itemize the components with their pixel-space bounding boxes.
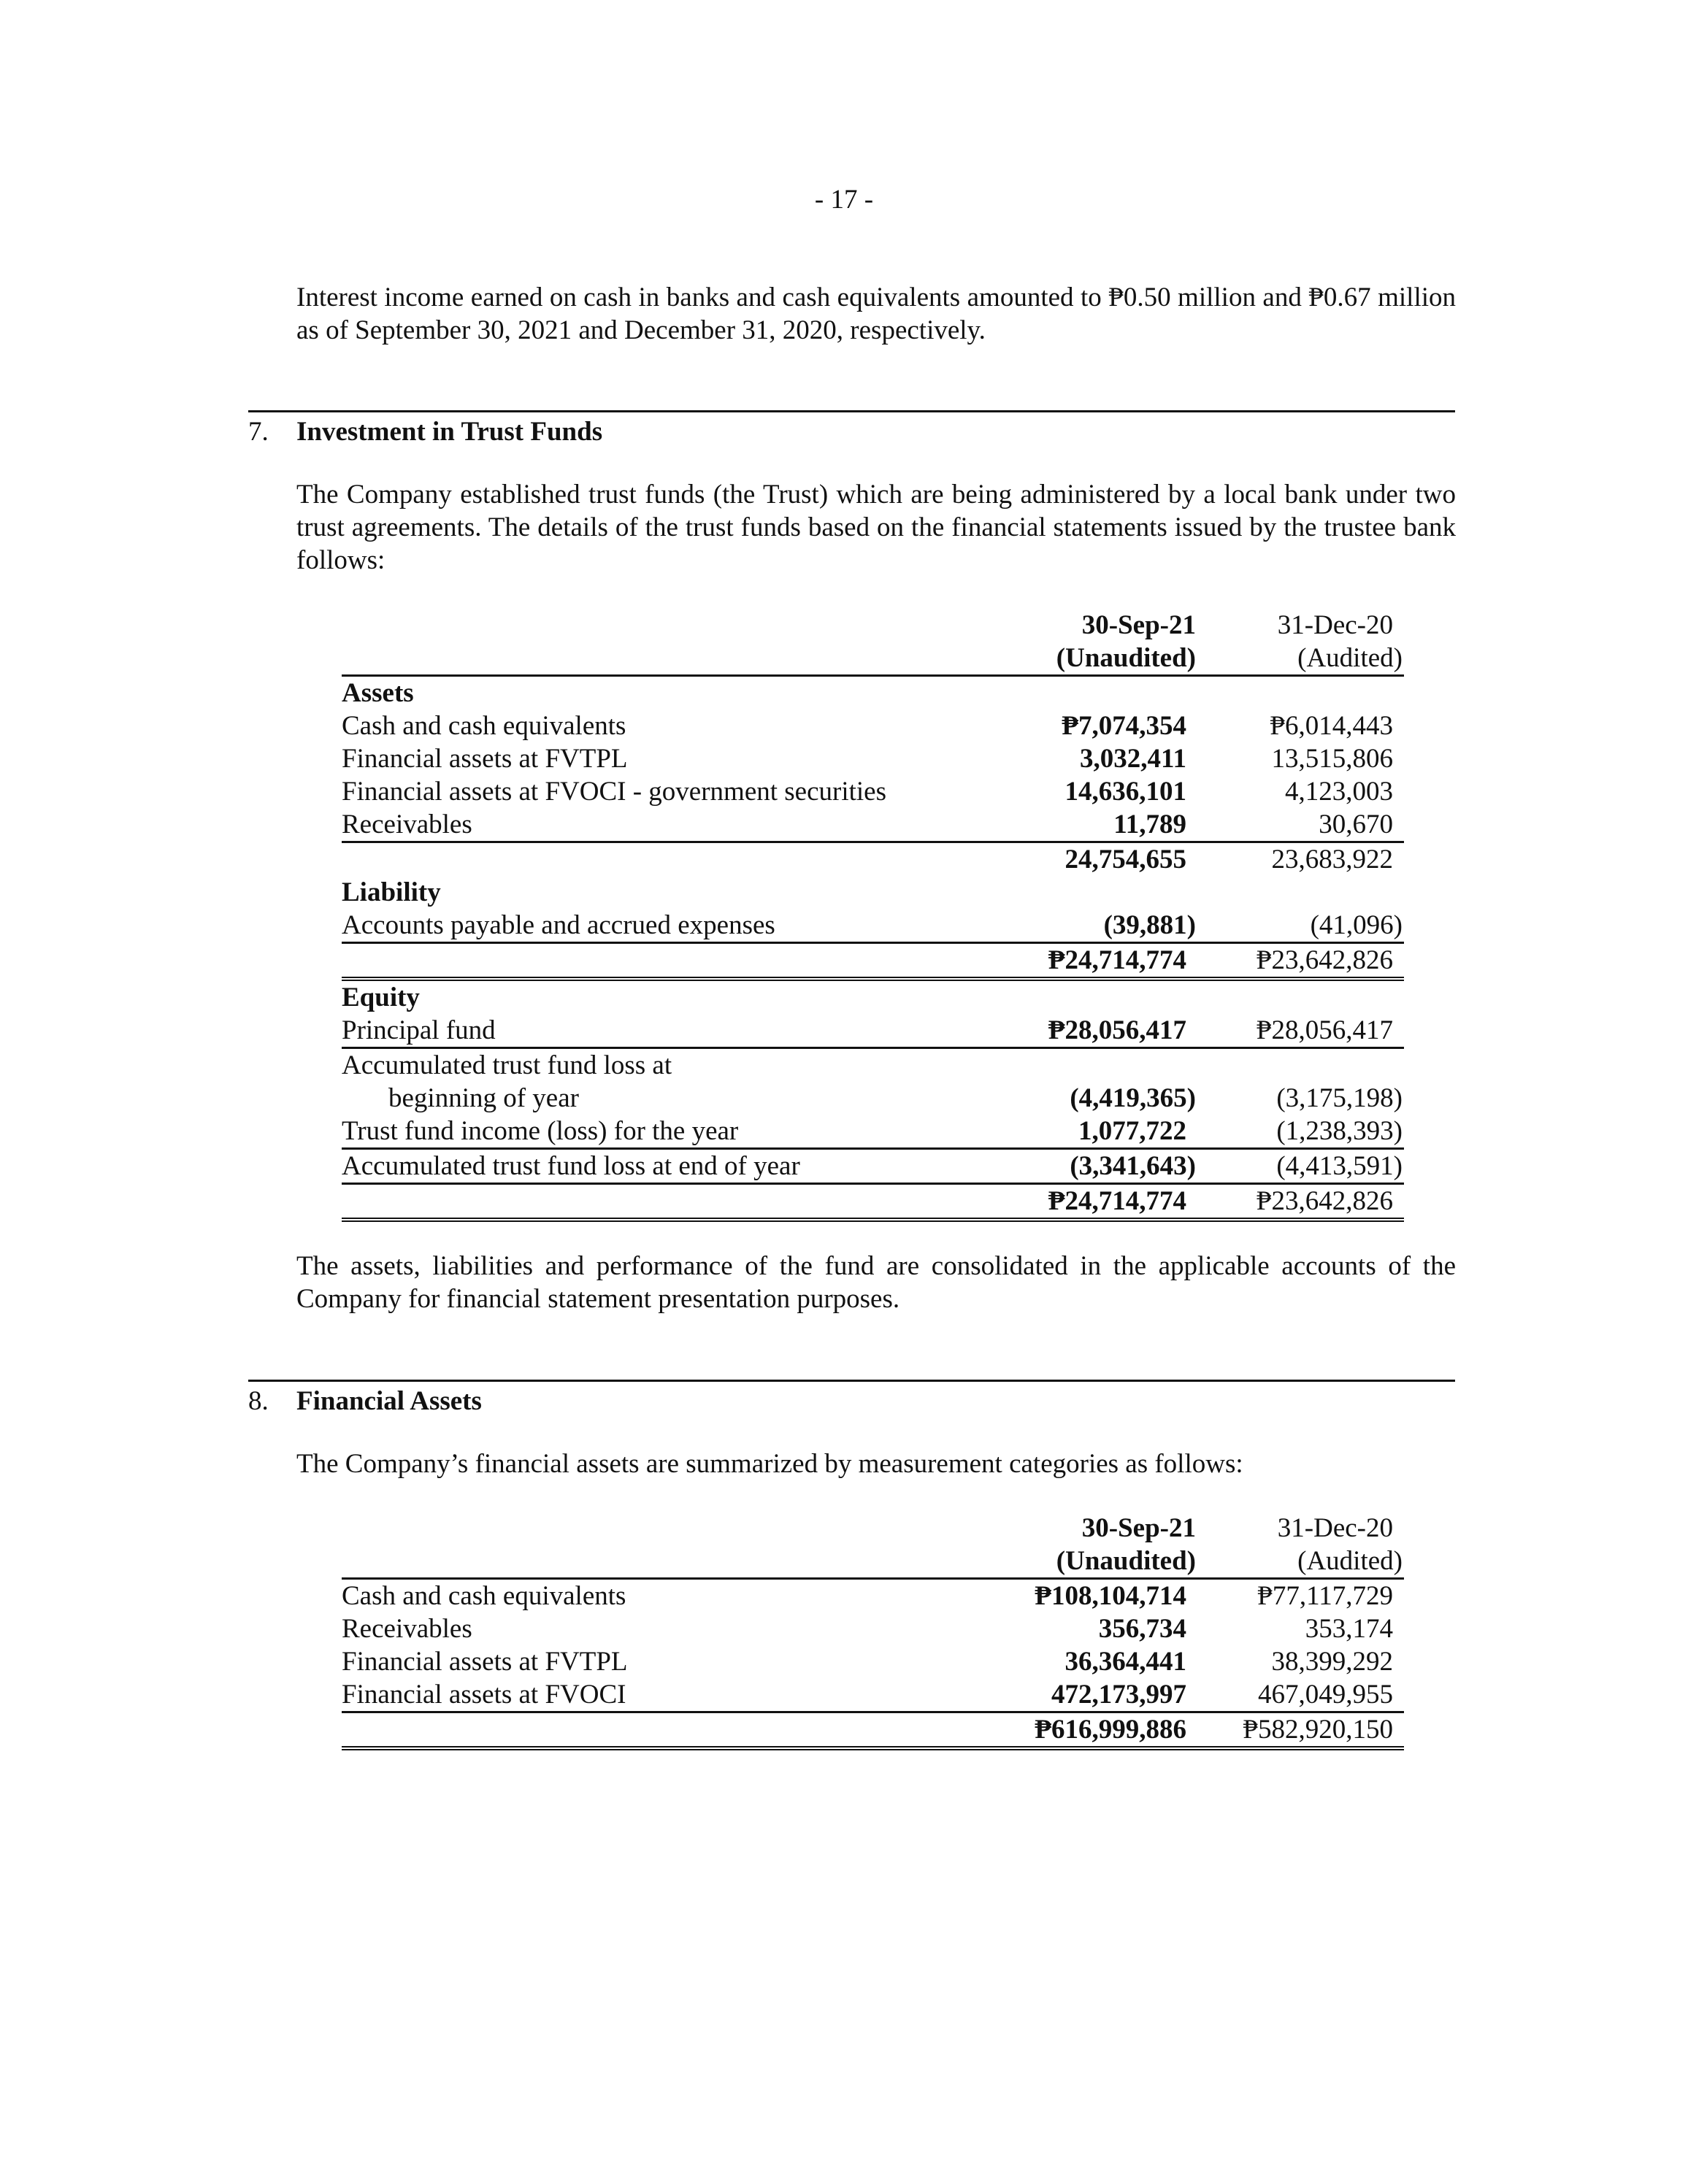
page-number: - 17 - [814,185,874,215]
table-row [342,876,1404,909]
value-current: ₱108,104,714 [1035,1581,1186,1611]
value-prior: ₱6,014,443 [1270,711,1393,741]
row-label: Accumulated trust fund loss at [342,1050,672,1080]
table-header-row [342,1512,1404,1545]
financial-assets-table [342,1512,1404,1750]
table-row [342,909,1404,943]
value-current: ₱28,056,417 [1048,1015,1186,1045]
table-row [342,775,1404,808]
value-prior: (41,096) [1310,910,1403,940]
table-row [342,1612,1404,1645]
value-current: ₱616,999,886 [1035,1715,1186,1745]
value-prior: ₱23,642,826 [1256,945,1393,975]
row-label: Financial assets at FVOCI - government securities [342,777,886,807]
table-row [342,979,1404,1014]
row-label: Assets [342,678,414,708]
section-8-heading [248,1385,482,1417]
value-prior: 353,174 [1305,1614,1393,1644]
row-label: Accumulated trust fund loss at end of year [342,1151,800,1181]
value-prior: ₱582,920,150 [1243,1715,1393,1745]
table-row [342,742,1404,775]
trust-funds-table [342,609,1404,1222]
column-date: 31-Dec-20 [1277,610,1393,640]
value-current: ₱24,714,774 [1048,945,1186,975]
row-label: Financial assets at FVTPL [342,1647,628,1677]
value-prior: (3,175,198) [1276,1083,1403,1113]
value-prior: (4,413,591) [1276,1151,1403,1181]
value-prior: 467,049,955 [1258,1680,1393,1710]
row-label: Financial assets at FVOCI [342,1680,626,1710]
table-row [342,1082,1404,1115]
table-row [342,1048,1404,1083]
column-status: (Unaudited) [1056,1546,1196,1576]
table-header-row [342,609,1404,642]
value-current: ₱24,714,774 [1048,1186,1186,1216]
column-date: 30-Sep-21 [1081,610,1196,640]
table-row [342,710,1404,742]
row-label: Trust fund income (loss) for the year [342,1116,739,1146]
value-prior: ₱23,642,826 [1256,1186,1393,1216]
section-number: 7. [248,417,269,447]
column-status: (Audited) [1297,1546,1403,1576]
value-current: 356,734 [1098,1614,1186,1644]
table-total-row [342,1184,1404,1220]
value-current: 3,032,411 [1080,744,1186,774]
section-title: Financial Assets [296,1386,482,1416]
value-prior: 38,399,292 [1271,1647,1393,1677]
table-total-row [342,943,1404,980]
value-prior: (1,238,393) [1276,1116,1403,1146]
value-prior: ₱77,117,729 [1257,1581,1393,1611]
value-prior: ₱28,056,417 [1256,1015,1393,1045]
table-row [342,1014,1404,1048]
table-total-row [342,1712,1404,1749]
value-current: 472,173,997 [1051,1680,1186,1710]
table-row [342,1678,1404,1712]
section-divider [248,1380,1455,1382]
table-row [342,1645,1404,1678]
row-label: Accounts payable and accrued expenses [342,910,775,940]
row-label: Financial assets at FVTPL [342,744,628,774]
section-number: 8. [248,1386,269,1416]
row-label: Cash and cash equivalents [342,1581,626,1611]
value-prior: 13,515,806 [1271,744,1393,774]
value-current: 24,754,655 [1064,845,1186,874]
value-current: (39,881) [1103,910,1196,940]
section-7-paragraph: The Company established trust funds (the Trust) which are being administered by a local bank under two trust agreements. The details of the trust funds based on the financial statements issued by the trustee bank follows: [296,480,1456,575]
row-label: Liability [342,877,441,907]
row-label: beginning of year [388,1083,579,1113]
column-date: 30-Sep-21 [1081,1513,1196,1543]
row-label: Cash and cash equivalents [342,711,626,741]
column-status: (Audited) [1297,643,1403,673]
value-current: 11,789 [1113,810,1186,839]
value-current: 14,636,101 [1064,777,1186,807]
row-label: Receivables [342,1614,472,1644]
value-current: 36,364,441 [1064,1647,1186,1677]
value-prior: 4,123,003 [1285,777,1393,807]
table-row [342,1149,1404,1184]
value-current: 1,077,722 [1078,1116,1186,1146]
table-total-row [342,842,1404,877]
value-current: (3,341,643) [1070,1151,1196,1181]
table-row [342,808,1404,842]
table-header-row [342,642,1404,676]
section-8-paragraph: The Company’s financial assets are summarized by measurement categories as follows: [296,1449,1243,1479]
table-header-row [342,1545,1404,1579]
section-7-heading [248,416,602,447]
table-row [342,1579,1404,1613]
table-row [342,1115,1404,1149]
value-prior: 23,683,922 [1271,845,1393,874]
value-current: ₱7,074,354 [1062,711,1186,741]
row-label: Equity [342,983,420,1012]
intro-paragraph: Interest income earned on cash in banks and cash equivalents amounted to ₱0.50 million and ₱0.67 million as of September 30, 2021 and December 31, 2020, respectively. [296,282,1456,345]
value-prior: 30,670 [1319,810,1393,839]
column-date: 31-Dec-20 [1277,1513,1393,1543]
value-current: (4,419,365) [1070,1083,1196,1113]
column-status: (Unaudited) [1056,643,1196,673]
row-label: Principal fund [342,1015,496,1045]
section-title: Investment in Trust Funds [296,417,603,447]
table-row [342,676,1404,710]
row-label: Receivables [342,810,472,839]
section-divider [248,410,1455,412]
section-7-closing-paragraph: The assets, liabilities and performance of the fund are consolidated in the applicable accounts of the Company for financial statement presentation purposes. [296,1251,1456,1314]
